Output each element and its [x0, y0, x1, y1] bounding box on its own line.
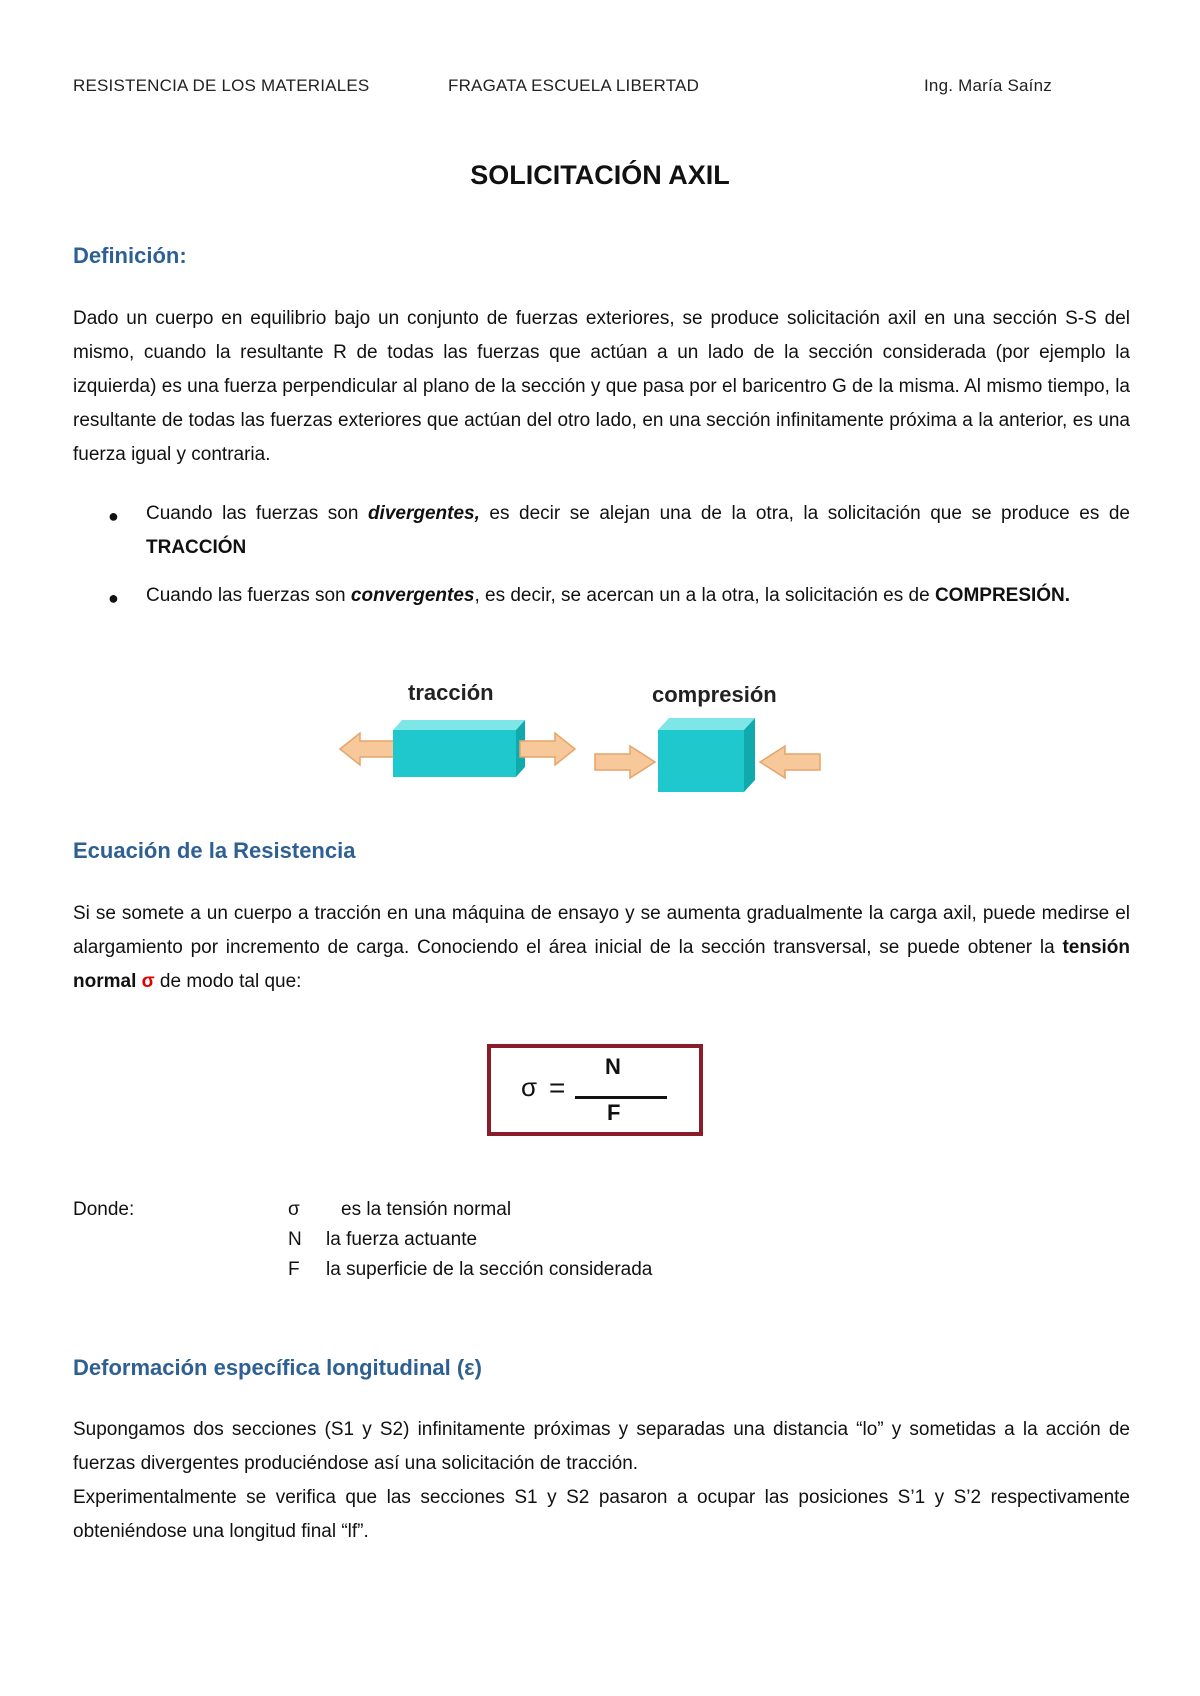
ecuacion-paragraph: Si se somete a un cuerpo a tracción en una máquina de ensayo y se aumenta gradualmente la carga axil, puede medirse el alargamiento por incremento de carga. Conociendo el área inicial de la sección transversal, se puede obtener la tensión normal σ de modo tal que: [73, 903, 1130, 992]
bullet-marker: ● [108, 588, 119, 608]
formula-sigma: σ [521, 1072, 538, 1102]
heading-deformacion: Deformación específica longitudinal (ε) [73, 1355, 482, 1380]
compresion-right-arrow [760, 746, 820, 778]
traccion-left-arrow [340, 733, 395, 765]
heading-definicion: Definición: [73, 243, 187, 268]
header-course: RESISTENCIA DE LOS MATERIALES [73, 76, 370, 95]
deformacion-paragraph-1: Supongamos dos secciones (S1 y S2) infinitamente próximas y separadas una distancia “lo” y sometidas a la acción de fuerzas divergentes produciéndose así una solicitación de tracción. [73, 1419, 1130, 1474]
definicion-paragraph: Dado un cuerpo en equilibrio bajo un conjunto de fuerzas exteriores, se produce solicitación axil en una sección S-S del mismo, cuando la resultante R de todas las fuerzas que actúan a un lado de la sección considerada (por ejemplo la izquierda) es una fuerza perpendicular al plano de la sección y que pasa por el baricentro G de la misma. Al mismo tiempo, la resultante de todas las fuerzas exteriores que actúan del otro lado, en una sección infinitamente próxima a la anterior, es una fuerza igual y contraria. [73, 308, 1130, 465]
label-compresion: compresión [652, 682, 777, 707]
bullet-compresion: Cuando las fuerzas son convergentes, es decir, se acercan un a la otra, la solicitación es de COMPRESIÓN. [146, 585, 1071, 606]
traccion-block [393, 720, 525, 777]
formula-numerator: N [605, 1054, 621, 1079]
formula-denominator: F [607, 1100, 621, 1125]
heading-ecuacion: Ecuación de la Resistencia [73, 838, 356, 863]
label-traccion: tracción [408, 680, 494, 705]
def-text: la fuerza actuante [326, 1229, 478, 1250]
formula-box [487, 1044, 703, 1136]
page-title: SOLICITACIÓN AXIL [470, 160, 730, 190]
def-symbol: σ [288, 1199, 300, 1220]
traccion-compresion-diagram [330, 700, 830, 810]
fraction-bar [575, 1096, 667, 1099]
def-symbol: F [288, 1259, 300, 1280]
bullet-traccion: Cuando las fuerzas son divergentes, es decir se alejan una de la otra, la solicitación que se produce es de TRACCIÓN [146, 503, 1130, 558]
formula-equals: = [549, 1072, 566, 1103]
bullet-marker: ● [108, 506, 119, 526]
donde-label: Donde: [73, 1199, 135, 1220]
traccion-right-arrow [520, 733, 575, 765]
deformacion-paragraph-2: Experimentalmente se verifica que las secciones S1 y S2 pasaron a ocupar las posiciones S’1 y S’2 respectivamente obteniéndose una longitud final “lf”. [73, 1487, 1130, 1542]
compresion-left-arrow [595, 746, 655, 778]
def-text: la superficie de la sección considerada [326, 1259, 653, 1280]
def-text: es la tensión normal [341, 1199, 512, 1220]
def-symbol: N [288, 1229, 302, 1250]
header-school: FRAGATA ESCUELA LIBERTAD [448, 76, 700, 95]
compresion-block [658, 718, 755, 792]
header-author: Ing. María Saínz [924, 76, 1052, 95]
